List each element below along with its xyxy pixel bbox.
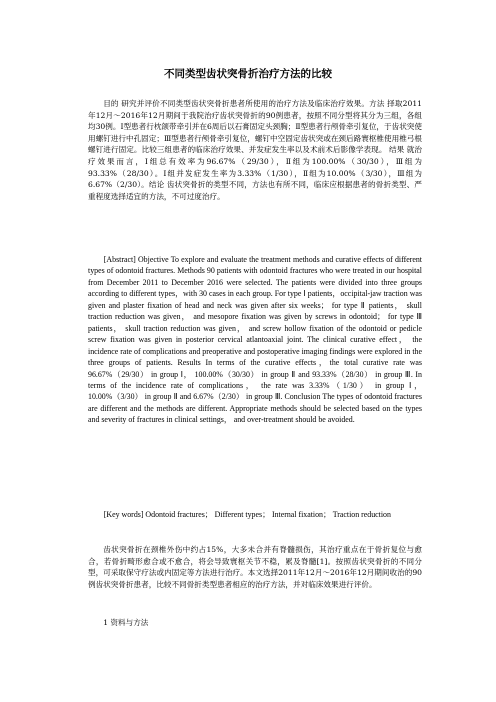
section-heading-block: [88, 617, 422, 629]
section-heading: 1 资料与方法: [103, 618, 149, 627]
chinese-abstract-text: 目的 研究并评价不同类型齿状突骨折患者所使用的治疗方法及临床治疗效果。方法 择取2011年12月～2016年12月期间于我院治疗齿状突骨折的90例患者，按照不同分型将其分为三组，各组均30例。Ⅰ型患者行枕颌带牵引并在6周后以石膏固定头颈胸；Ⅱ型患者行颅骨牵引复位，于齿状突使用螺钉进行中孔固定；Ⅲ型患者行颅骨牵引复位，螺钉中空固定齿状突或在颈后路寰枢椎使用椎弓根螺钉进行固定。比较三组患者的临床治疗效果、并发症发生率以及术前术后影像学表现。 结果 就治疗效果而言，Ⅰ组总有效率为96.67%（29/30），Ⅱ组为100.00%（30/30），Ⅲ组为93.33%（28/30）。Ⅰ组并发症发生率为3.33%（1/30），Ⅱ组为10.00%（3/30），Ⅲ组为6.67%（2/30）。结论 齿状突骨折的类型不同，方法也有所不同，临床应根据患者的骨折类型、严重程度选择适宜的方法，不可过度治疗。: [88, 99, 422, 201]
english-keywords: [88, 509, 422, 520]
chinese-abstract: [88, 98, 422, 202]
english-keywords-text: [Key words] Odontoid fractures； Different types； Internal fixation； Traction reduction: [103, 510, 391, 519]
introduction: [88, 544, 422, 590]
english-abstract-text: [Abstract] Objective To explore and evaluate the treatment methods and curative effects of different types of odontoid fractures. Methods 90 patients with odontoid fractures who were treated in our hospital from December 2011 to December 2016 were selected. The patients were divided into three groups according to different types，with 30 cases in each group. For type Ⅰ patients，occipital-jaw traction was given and plaster fixation of head and neck was given after six weeks； for type Ⅱ patients， skull traction reduction was given， and mesopore fixation was given by screws in odontoid； for type Ⅲ patients， skull traction reduction was given， and screw hollow fixation of the odontoid or pedicle screw fixation was given in posterior cervical atlantoaxial joint. The clinical curative effect， the incidence rate of complications and preoperative and postoperative imaging findings were explored in the three groups of patients. Results In terms of the curative effects，the total curative rate was 96.67%（29/30） in group Ⅰ， 100.00%（30/30） in group Ⅱ and 93.33%（28/30） in group Ⅲ. In terms of the incidence rate of complications， the rate was 3.33%（1/30） in group Ⅰ， 10.00%（3/30） in group Ⅱ and 6.67%（2/30） in group Ⅲ. Conclusion The types of odontoid fractures are different and the methods are different. Appropriate methods should be selected based on the types and severity of fractures in clinical settings， and over-treatment should be avoided.: [88, 255, 422, 425]
introduction-text: 齿状突骨折在颈椎外伤中约占15%，大多未合并有脊髓损伤，其治疗重点在于骨折复位与愈合，若骨折畸形愈合或不愈合，将会导致寰枢关节不稳，累及脊髓[1]。按照齿状突骨折的不同分型，可采取保守疗法或内固定等方法进行治疗。本文选择2011年12月～2016年12月期间收治的90例齿状突骨折患者，比较不同骨折类型患者相应的治疗方法，并对临床效果进行评价。: [88, 545, 422, 589]
english-abstract: [88, 254, 422, 426]
page-title: 不同类型齿状突骨折治疗方法的比较: [164, 68, 332, 80]
